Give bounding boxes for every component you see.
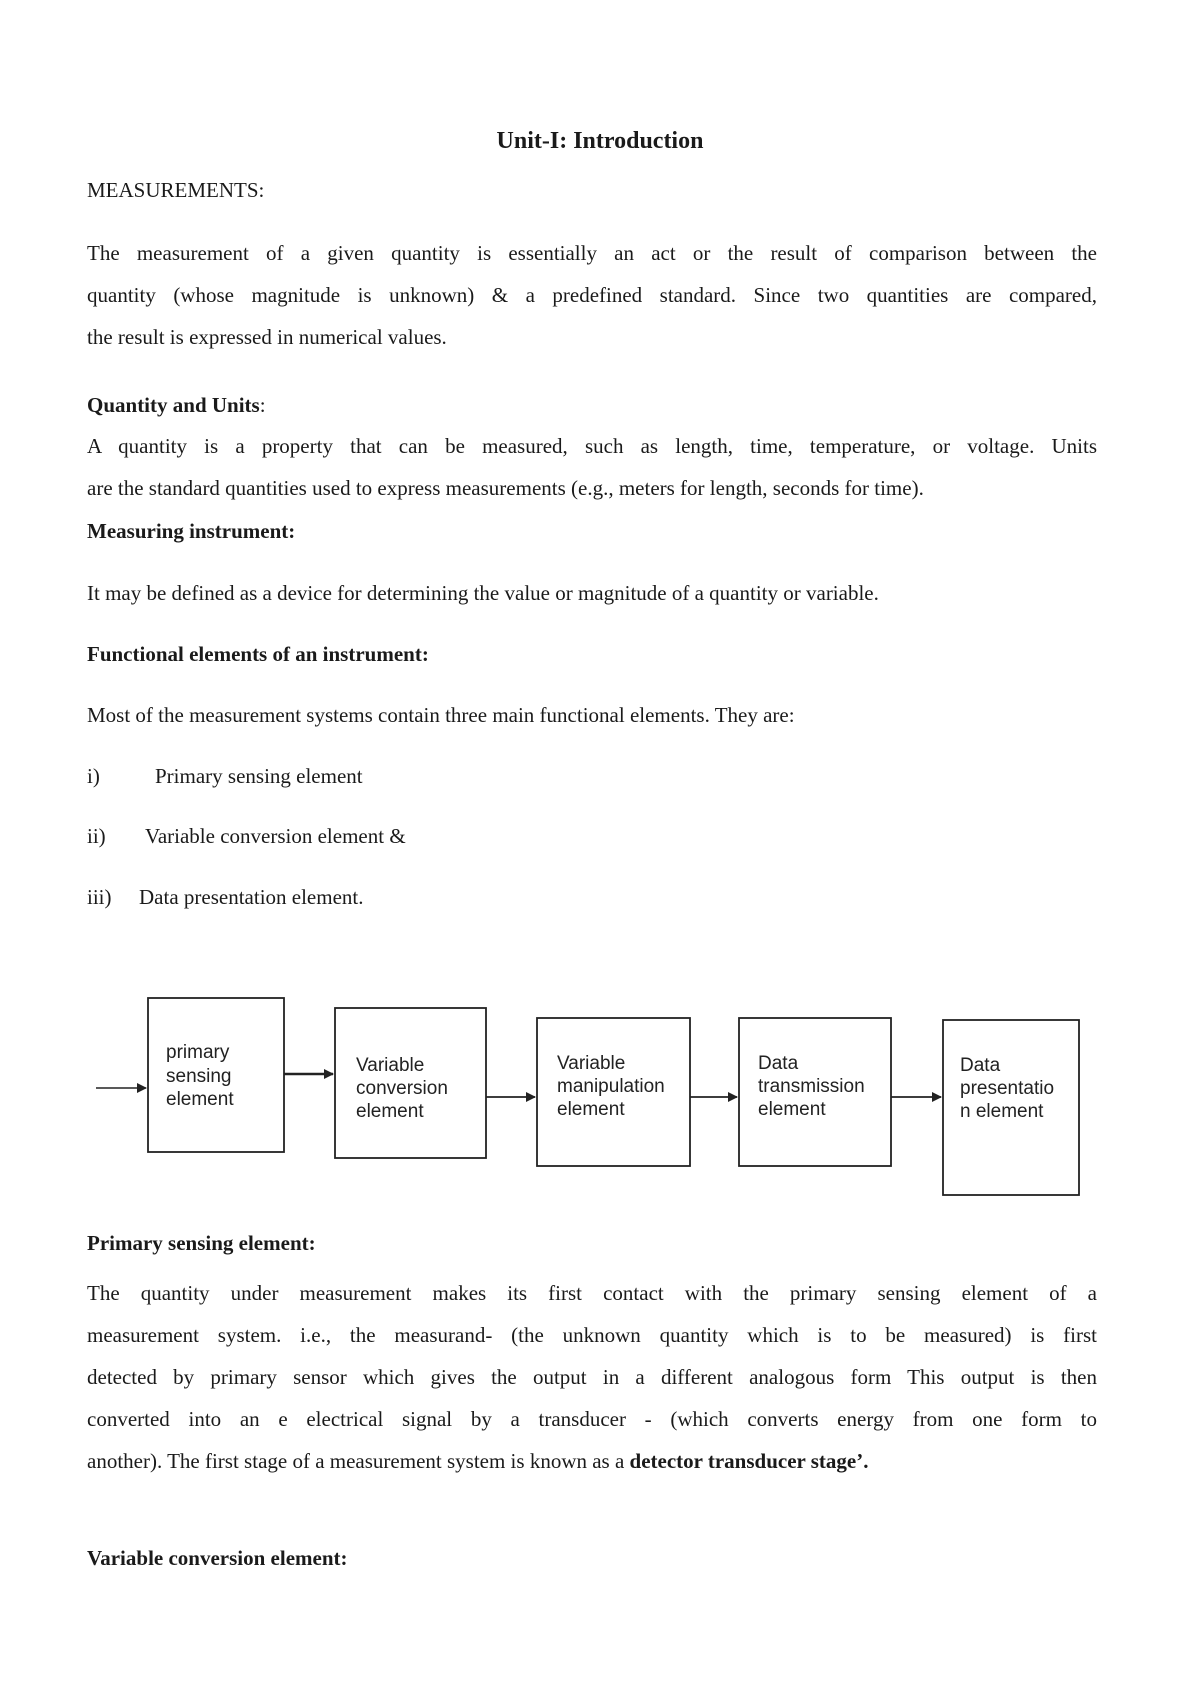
functional-elements-paragraph: Most of the measurement systems contain three main functional elements. They are: xyxy=(87,703,795,727)
block-label xyxy=(960,1055,1059,1122)
quantity-units-paragraph xyxy=(87,425,1097,509)
block-label-line: sensing xyxy=(166,1066,232,1087)
block-label-line: Data xyxy=(960,1055,1001,1076)
block-label-line: element xyxy=(356,1101,424,1122)
primary-sensing-heading: Primary sensing element: xyxy=(87,1231,316,1255)
variable-conversion-heading: Variable conversion element: xyxy=(87,1546,348,1570)
heading-colon: : xyxy=(259,393,266,417)
list-item: Primary sensing element xyxy=(155,764,363,788)
page-title: Unit-I: Introduction xyxy=(496,128,704,154)
paragraph-line: are the standard quantities used to express measurements (e.g., meters for length, seconds for time). xyxy=(87,476,924,500)
block-label xyxy=(356,1055,453,1122)
block-label-line: presentatio xyxy=(960,1078,1055,1099)
block-label xyxy=(758,1053,870,1120)
block-label-line: manipulation xyxy=(557,1076,665,1097)
block-label-line: element xyxy=(166,1089,234,1110)
paragraph-line: A quantity is a property that can be measured, such as length, time, temperature, or voltage. Units xyxy=(87,434,1097,458)
block-label-line: element xyxy=(557,1099,625,1120)
block-label-line: Data xyxy=(758,1053,799,1074)
list-item: Variable conversion element & xyxy=(145,824,406,848)
measuring-instrument-paragraph: It may be defined as a device for determining the value or magnitude of a quantity or variable. xyxy=(87,581,879,605)
measuring-instrument-heading: Measuring instrument: xyxy=(87,519,296,543)
paragraph-line: The quantity under measurement makes its first contact with the primary sensing element of a xyxy=(87,1281,1097,1305)
quantity-units-heading-text: Quantity and Units xyxy=(87,393,260,417)
list-number: iii) xyxy=(87,885,112,909)
paragraph-line: quantity (whose magnitude is unknown) & a predefined standard. Since two quantities are compared, xyxy=(87,283,1097,307)
functional-elements-heading: Functional elements of an instrument: xyxy=(87,642,429,666)
functional-elements-block-diagram xyxy=(88,990,1088,1210)
measurements-heading: MEASUREMENTS: xyxy=(87,178,265,202)
paragraph-line: measurement system. i.e., the measurand- (the unknown quantity which is to be measured) is first xyxy=(87,1323,1097,1347)
block-label-line: conversion xyxy=(356,1078,448,1099)
block-label-line: primary xyxy=(166,1042,230,1063)
list-item: Data presentation element. xyxy=(139,885,364,909)
paragraph-text: another). The first stage of a measurement system is known as a xyxy=(87,1449,630,1473)
list-number: i) xyxy=(87,764,100,788)
block-label xyxy=(166,1042,237,1110)
paragraph-line: converted into an e electrical signal by a transducer - (which converts energy from one form to xyxy=(87,1407,1097,1431)
block-label-line: Variable xyxy=(557,1053,626,1074)
block-label-line: Variable xyxy=(356,1055,425,1076)
paragraph-line: the result is expressed in numerical values. xyxy=(87,325,447,349)
block-label-line: element xyxy=(758,1099,826,1120)
block-label-line: transmission xyxy=(758,1076,865,1097)
paragraph-line xyxy=(87,1440,1097,1482)
quantity-units-heading xyxy=(87,393,266,418)
block-label-line: n element xyxy=(960,1101,1044,1122)
paragraph-line: The measurement of a given quantity is essentially an act or the result of comparison between the xyxy=(87,241,1097,265)
measurements-paragraph xyxy=(87,232,1097,358)
paragraph-line: detected by primary sensor which gives the output in a different analogous form This output is then xyxy=(87,1365,1097,1389)
bold-term: detector transducer stage’. xyxy=(629,1449,869,1473)
block-label xyxy=(557,1053,670,1120)
primary-sensing-paragraph xyxy=(87,1272,1097,1482)
list-number: ii) xyxy=(87,824,106,848)
